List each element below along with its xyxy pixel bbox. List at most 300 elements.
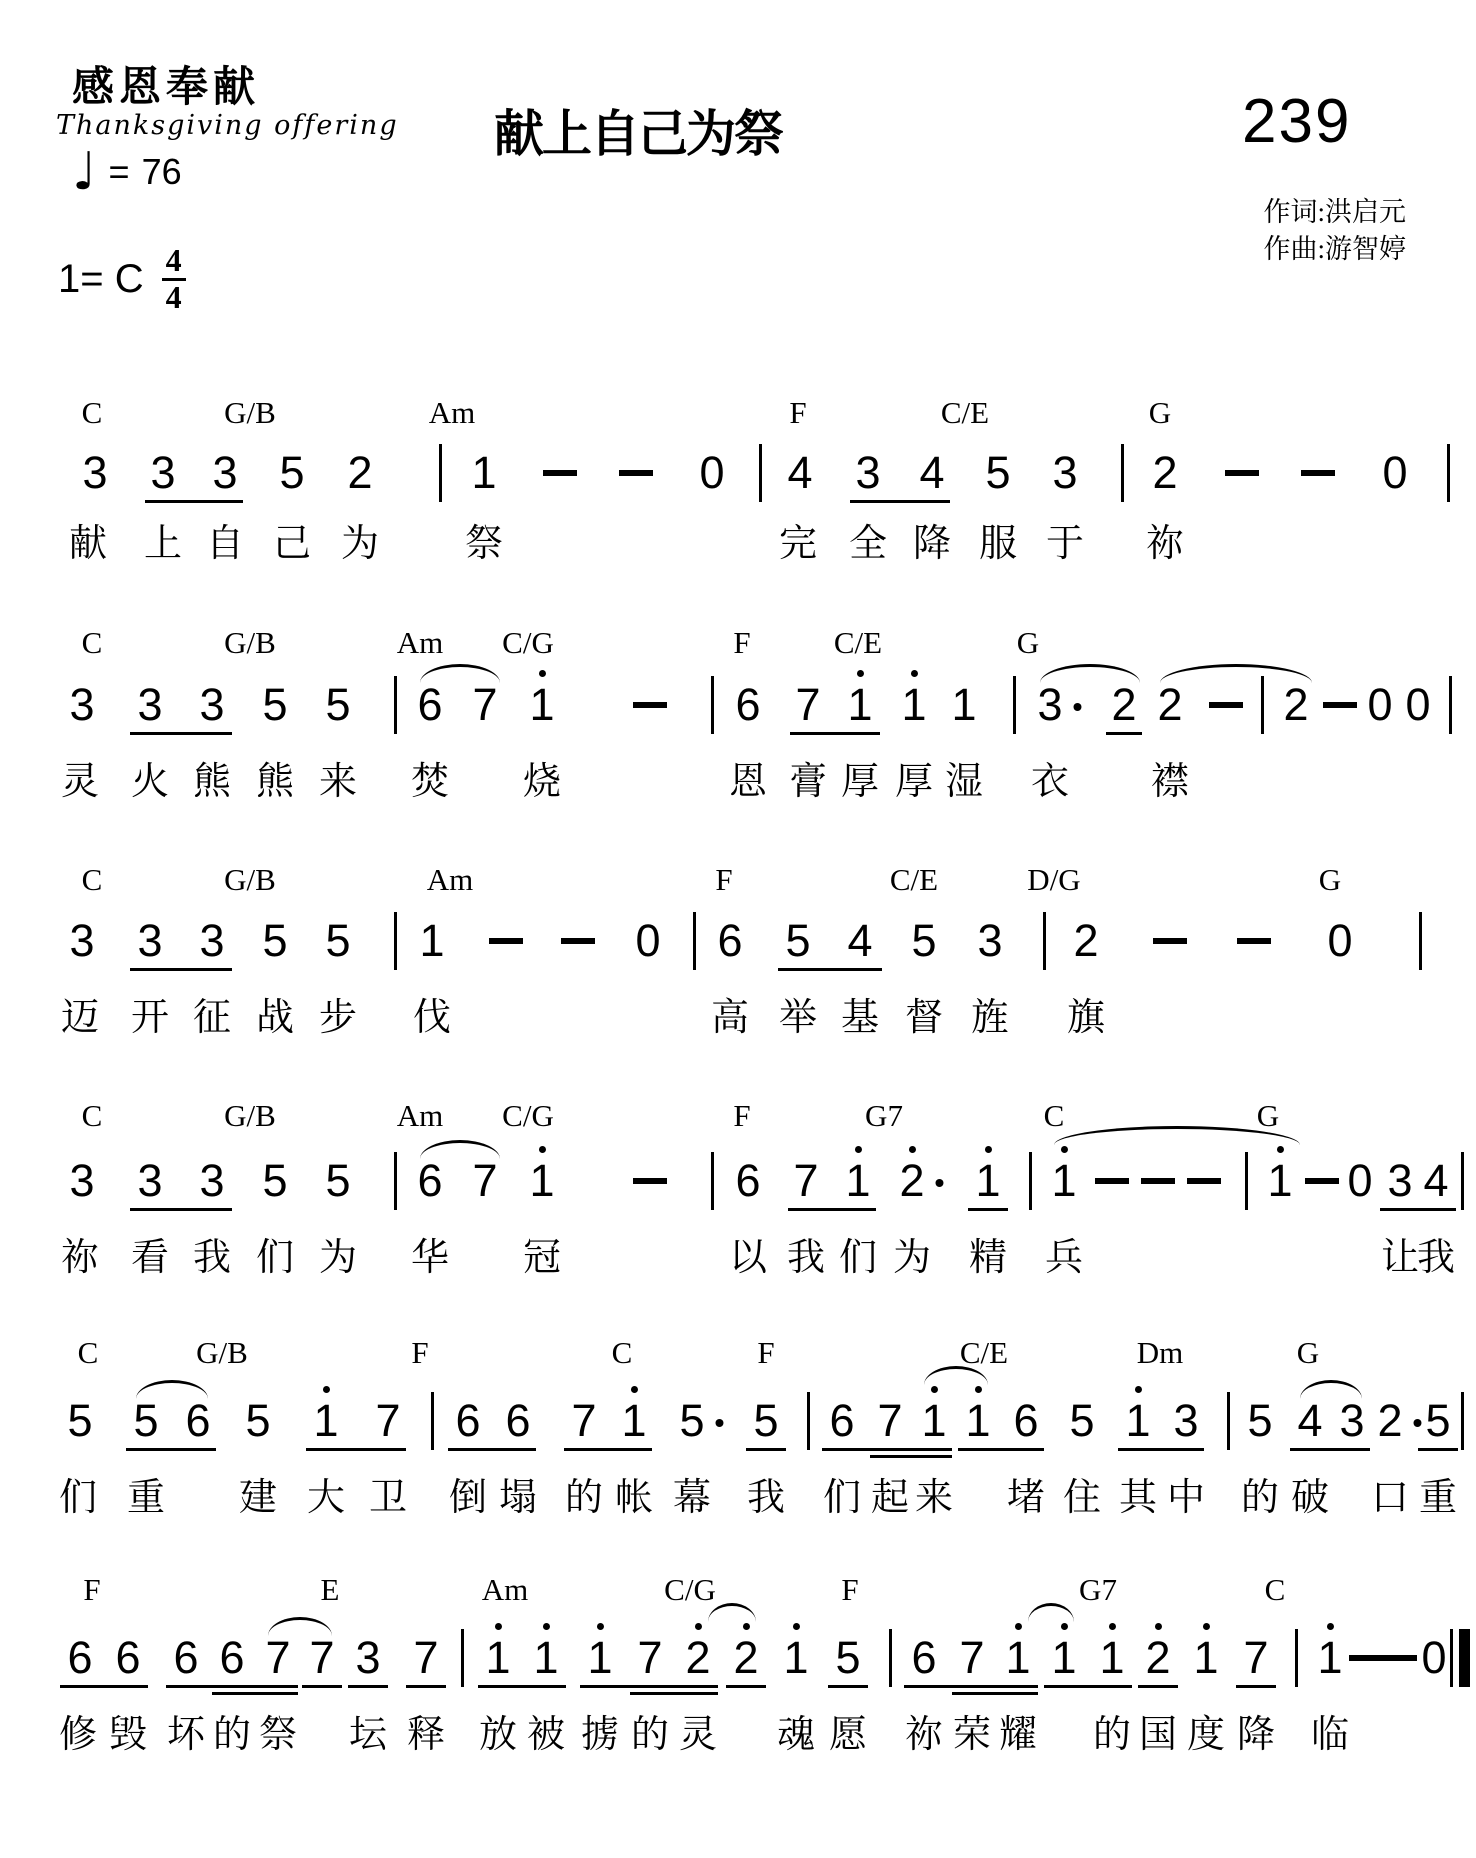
lyric-syllable: 我: [1416, 1237, 1456, 1279]
lyric-syllable: 的: [1240, 1477, 1280, 1519]
beam-underline: [1118, 1448, 1204, 1451]
octave-dot: [1155, 1623, 1162, 1630]
lyric-syllable: 愿: [828, 1714, 868, 1756]
note: 1: [901, 680, 926, 730]
note: 2: [899, 1156, 924, 1206]
chord-label: F: [733, 1098, 751, 1133]
octave-dot: [857, 670, 864, 677]
note: 7: [265, 1632, 291, 1683]
beam-underline: [746, 1448, 786, 1451]
song-title: 献上自己为祭: [494, 106, 782, 162]
note: 3: [82, 447, 108, 498]
beam-underline: [828, 1685, 868, 1688]
lyric-syllable: 襟: [1150, 761, 1190, 803]
note: 1: [1267, 1156, 1292, 1206]
note: 7: [637, 1632, 663, 1683]
lyric-syllable: 征: [192, 997, 232, 1039]
barline: [1447, 444, 1450, 502]
chord-label: G: [1296, 1335, 1320, 1370]
chord-label: Am: [428, 395, 476, 430]
lyric-syllable: 基: [840, 997, 880, 1039]
barline: [394, 912, 397, 970]
note: 3: [69, 915, 95, 966]
note: 6: [735, 679, 761, 730]
note: 5: [325, 679, 351, 730]
octave-dot: [495, 1623, 502, 1630]
note: 5: [785, 915, 811, 966]
lyric-syllable: 大: [306, 1477, 346, 1519]
note: 2: [1111, 679, 1137, 730]
chord-label: C/E: [940, 395, 990, 430]
rest-note: 0: [699, 447, 725, 498]
augmentation-dot: [716, 1419, 724, 1427]
beam-underline: [850, 500, 950, 503]
chord-label: C: [81, 395, 103, 430]
rest-note: 0: [1367, 679, 1393, 730]
chord-label: F: [411, 1335, 429, 1370]
lyric-syllable: 全: [848, 523, 888, 565]
note: 7: [793, 1155, 819, 1206]
lyric-syllable: 火: [130, 761, 170, 803]
lyric-syllable: 来: [318, 761, 358, 803]
note: 6: [185, 1395, 211, 1446]
chord-label: G: [1256, 1098, 1280, 1133]
lyric-syllable: 开: [130, 997, 170, 1039]
lyric-syllable: 灵: [60, 761, 100, 803]
slur-tie-arc: [1028, 1603, 1074, 1622]
beam-underline: [790, 732, 880, 735]
lyric-syllable: 中: [1166, 1477, 1206, 1519]
chord-label: Am: [396, 625, 444, 660]
chord-label: E: [320, 1572, 340, 1607]
lyric-syllable: 华: [410, 1237, 450, 1279]
note: 6: [829, 1395, 855, 1446]
lyric-syllable: 的: [1092, 1714, 1132, 1756]
lyric-syllable: 们: [822, 1477, 862, 1519]
beam-underline: [778, 968, 882, 971]
beam-underline: [60, 1685, 148, 1688]
duration-dash: [1187, 1178, 1221, 1184]
lyric-syllable: 倒: [448, 1477, 488, 1519]
lyric-syllable: 战: [255, 997, 295, 1039]
note: 7: [877, 1395, 903, 1446]
octave-dot: [931, 1386, 938, 1393]
octave-dot: [1061, 1623, 1068, 1630]
beam-underline: [478, 1685, 566, 1688]
note: 3: [199, 1155, 225, 1206]
lyric-syllable: 我: [192, 1237, 232, 1279]
lyric-syllable: 我: [786, 1237, 826, 1279]
lyric-syllable: 起: [870, 1477, 910, 1519]
chord-label: Am: [396, 1098, 444, 1133]
octave-dot: [597, 1623, 604, 1630]
beam-underline: [904, 1685, 1038, 1688]
duration-dash: [633, 702, 667, 708]
lyric-syllable: 我: [746, 1477, 786, 1519]
lyric-syllable: 祢: [1145, 523, 1185, 565]
barline: [693, 912, 696, 970]
duration-dash: [1225, 470, 1259, 476]
octave-dot: [1135, 1386, 1142, 1393]
note: 3: [137, 679, 163, 730]
slur-tie-arc: [136, 1380, 208, 1399]
beam-underline: [822, 1448, 952, 1451]
note: 1: [1317, 1633, 1342, 1683]
duration-dash: [1141, 1178, 1175, 1184]
tempo-value: 76: [141, 151, 182, 192]
note: 1: [975, 1156, 1000, 1206]
note: 1: [1193, 1633, 1218, 1683]
note: 6: [505, 1395, 531, 1446]
octave-dot: [695, 1623, 702, 1630]
lyric-syllable: 厚: [840, 761, 880, 803]
barline: [439, 444, 442, 502]
note: 1: [533, 1633, 558, 1683]
note: 4: [847, 915, 873, 966]
category-title: 感恩奉献: [72, 63, 261, 110]
octave-dot: [911, 670, 918, 677]
lyric-syllable: 帐: [614, 1477, 654, 1519]
tempo-equals: =: [108, 151, 130, 192]
beam-underline: [788, 1208, 876, 1211]
note: 6: [455, 1395, 481, 1446]
final-barline-thin: [1450, 1629, 1453, 1687]
beam-underline: [726, 1685, 766, 1688]
chord-label: Am: [426, 862, 474, 897]
beam-underline: [448, 1448, 536, 1451]
beam-underline: [145, 500, 243, 503]
beam-underline: [1236, 1685, 1276, 1688]
lyric-syllable: 建: [238, 1477, 278, 1519]
chord-label: F: [757, 1335, 775, 1370]
barline: [394, 1152, 397, 1210]
barline: [1419, 912, 1422, 970]
octave-dot: [543, 1623, 550, 1630]
lyric-syllable: 的: [212, 1714, 252, 1756]
note: 5: [985, 447, 1011, 498]
rest-note: 0: [1405, 679, 1431, 730]
augmentation-dot: [936, 1179, 944, 1187]
barline: [759, 444, 762, 502]
octave-dot: [743, 1623, 750, 1630]
chord-label: Dm: [1136, 1335, 1184, 1370]
lyric-syllable: 迈: [60, 997, 100, 1039]
lyric-syllable: 坏: [166, 1714, 206, 1756]
note: 6: [219, 1632, 245, 1683]
note: 1: [529, 680, 554, 730]
note: 5: [911, 915, 937, 966]
chord-label: G: [1016, 625, 1040, 660]
beam-underline: [1290, 1448, 1370, 1451]
lyric-syllable: 坛: [348, 1714, 388, 1756]
note: 7: [472, 679, 498, 730]
octave-dot: [1109, 1623, 1116, 1630]
note: 1: [621, 1396, 646, 1446]
note: 7: [1243, 1632, 1269, 1683]
lyric-syllable: 度: [1186, 1714, 1226, 1756]
lyric-syllable: 重: [126, 1477, 166, 1519]
beam-underline: [1044, 1685, 1132, 1688]
lyricist-credit: 作词:洪启元: [1263, 197, 1406, 227]
final-barline-thick: [1459, 1629, 1470, 1687]
note: 1: [951, 679, 977, 730]
chord-label: C: [1043, 1098, 1065, 1133]
note: 2: [1377, 1396, 1402, 1446]
note: 3: [137, 1155, 163, 1206]
beam-underline: [952, 1692, 1038, 1695]
note: 1: [471, 447, 497, 498]
beam-underline: [212, 1692, 298, 1695]
note: 5: [1425, 1395, 1451, 1446]
beam-underline: [1138, 1685, 1178, 1688]
song-number: 239: [1242, 87, 1352, 156]
chord-label: C: [81, 862, 103, 897]
rest-note: 0: [635, 915, 661, 966]
note: 5: [262, 915, 288, 966]
duration-dash: [489, 938, 523, 944]
duration-dash: [1153, 938, 1187, 944]
lyric-syllable: 塌: [498, 1477, 538, 1519]
barline: [394, 676, 397, 734]
lyric-syllable: 幕: [672, 1477, 712, 1519]
lyric-syllable: 毁: [108, 1714, 148, 1756]
barline: [461, 1629, 464, 1687]
key-signature: [58, 244, 186, 314]
note: 2: [1157, 679, 1183, 730]
octave-dot: [1277, 1146, 1284, 1153]
beam-underline: [126, 1448, 216, 1451]
note: 5: [67, 1395, 93, 1446]
duration-dash: [1323, 702, 1357, 708]
note: 6: [1013, 1395, 1039, 1446]
rest-note: 0: [1421, 1632, 1447, 1683]
note: 3: [355, 1632, 381, 1683]
barline: [889, 1629, 892, 1687]
beam-underline: [1380, 1208, 1456, 1211]
beam-underline: [130, 968, 232, 971]
lyric-syllable: 兵: [1044, 1237, 1084, 1279]
octave-dot: [909, 1146, 916, 1153]
slur-tie-arc: [1040, 664, 1140, 683]
duration-dash: [633, 1178, 667, 1184]
augmentation-dot: [1414, 1419, 1422, 1427]
note: 4: [919, 447, 945, 498]
chord-label: C/G: [502, 1098, 554, 1133]
chord-label: C: [1264, 1572, 1286, 1607]
barline: [1449, 676, 1452, 734]
note: 3: [212, 447, 238, 498]
lyric-syllable: 降: [912, 523, 952, 565]
note: 4: [1423, 1155, 1449, 1206]
lyric-syllable: 衣: [1030, 761, 1070, 803]
lyric-syllable: 降: [1236, 1714, 1276, 1756]
beam-underline: [968, 1208, 1008, 1211]
note: 4: [1297, 1395, 1323, 1446]
beam-underline: [958, 1448, 1044, 1451]
chord-label: G/B: [196, 1335, 248, 1370]
octave-dot: [793, 1623, 800, 1630]
barline: [431, 1392, 434, 1450]
note: 7: [571, 1395, 597, 1446]
chord-label: C: [81, 625, 103, 660]
duration-dash: [543, 470, 577, 476]
note: 5: [835, 1632, 861, 1683]
chord-label: D/G: [1027, 862, 1081, 897]
duration-dash: [1383, 1655, 1417, 1661]
lyric-syllable: 熊: [192, 761, 232, 803]
note: 1: [1051, 1156, 1076, 1206]
note: 3: [977, 915, 1003, 966]
lyric-syllable: 举: [778, 997, 818, 1039]
augmentation-dot: [1074, 703, 1082, 711]
lyric-syllable: 其: [1118, 1477, 1158, 1519]
lyric-syllable: 为: [318, 1237, 358, 1279]
slur-tie-arc: [420, 664, 500, 683]
lyric-syllable: 们: [255, 1237, 295, 1279]
note: 2: [733, 1633, 758, 1683]
chord-label: G/B: [224, 862, 276, 897]
slur-tie-arc: [1300, 1380, 1362, 1399]
note: 7: [959, 1632, 985, 1683]
octave-dot: [539, 670, 546, 677]
lyric-syllable: 放: [478, 1714, 518, 1756]
chord-label: G7: [865, 1098, 903, 1133]
chord-label: F: [83, 1572, 101, 1607]
beam-underline: [1418, 1448, 1458, 1451]
barline: [1043, 912, 1046, 970]
lyric-syllable: 为: [340, 523, 380, 565]
lyric-syllable: 祭: [258, 1714, 298, 1756]
note: 3: [1173, 1395, 1199, 1446]
chord-label: G: [1148, 395, 1172, 430]
lyric-syllable: 看: [130, 1237, 170, 1279]
note: 1: [783, 1633, 808, 1683]
beam-underline: [564, 1448, 652, 1451]
octave-dot: [1327, 1623, 1334, 1630]
lyric-syllable: 的: [564, 1477, 604, 1519]
note: 1: [419, 915, 445, 966]
lyric-syllable: 口: [1370, 1477, 1410, 1519]
note: 2: [685, 1633, 710, 1683]
rest-note: 0: [1327, 915, 1353, 966]
beam-underline: [1106, 732, 1142, 735]
chord-label: C: [611, 1335, 633, 1370]
lyric-syllable: 临: [1310, 1714, 1350, 1756]
chord-label: C/E: [833, 625, 883, 660]
note: 5: [245, 1395, 271, 1446]
note: 1: [313, 1396, 338, 1446]
barline: [807, 1392, 810, 1450]
lyric-syllable: 冠: [522, 1237, 562, 1279]
note: 5: [1069, 1395, 1095, 1446]
lyric-syllable: 破: [1290, 1477, 1330, 1519]
note: 7: [309, 1632, 335, 1683]
lyric-syllable: 重: [1418, 1477, 1458, 1519]
note: 5: [262, 679, 288, 730]
note: 5: [279, 447, 305, 498]
lyric-syllable: 献: [68, 523, 108, 565]
lyric-syllable: 被: [526, 1714, 566, 1756]
meter-denominator: 4: [165, 278, 182, 315]
note: 5: [753, 1395, 779, 1446]
chord-label: G: [1318, 862, 1342, 897]
note: 2: [1145, 1633, 1170, 1683]
note: 5: [133, 1395, 159, 1446]
barline: [1461, 1392, 1464, 1450]
lyric-syllable: 掳: [580, 1714, 620, 1756]
octave-dot: [539, 1146, 546, 1153]
note: 1: [485, 1633, 510, 1683]
note: 1: [847, 680, 872, 730]
octave-dot: [1061, 1146, 1068, 1153]
duration-dash: [561, 938, 595, 944]
key-label: 1= C: [58, 256, 144, 301]
chord-label: C: [81, 1098, 103, 1133]
lyric-syllable: 自: [205, 523, 245, 565]
octave-dot: [975, 1386, 982, 1393]
beam-underline: [348, 1685, 388, 1688]
note: 1: [1005, 1633, 1030, 1683]
lyric-syllable: 让: [1380, 1237, 1420, 1279]
note: 5: [262, 1155, 288, 1206]
note: 7: [472, 1155, 498, 1206]
lyric-syllable: 灵: [678, 1714, 718, 1756]
rest-note: 0: [1347, 1155, 1373, 1206]
barline: [1245, 1152, 1248, 1210]
slur-tie-arc: [420, 1140, 500, 1159]
note: 3: [855, 447, 881, 498]
note: 1: [965, 1396, 990, 1446]
note: 2: [1283, 679, 1309, 730]
lyric-syllable: 步: [318, 997, 358, 1039]
quarter-note-icon: ♩: [72, 142, 97, 202]
lyric-syllable: 服: [978, 523, 1018, 565]
beam-underline: [630, 1692, 718, 1695]
lyric-syllable: 魂: [776, 1714, 816, 1756]
chord-label: F: [841, 1572, 859, 1607]
beam-underline: [406, 1685, 446, 1688]
lyric-syllable: 上: [143, 523, 183, 565]
beam-underline: [306, 1448, 406, 1451]
lyric-syllable: 的: [630, 1714, 670, 1756]
chord-label: G/B: [224, 395, 276, 430]
duration-dash: [1305, 1178, 1339, 1184]
barline: [1227, 1392, 1230, 1450]
chord-label: C/G: [502, 625, 554, 660]
beam-underline: [870, 1455, 952, 1458]
lyric-syllable: 祢: [60, 1237, 100, 1279]
note: 1: [921, 1396, 946, 1446]
lyric-syllable: 们: [838, 1237, 878, 1279]
lyric-syllable: 厚: [894, 761, 934, 803]
lyric-syllable: 膏: [788, 761, 828, 803]
duration-dash: [1095, 1178, 1129, 1184]
lyric-syllable: 们: [58, 1477, 98, 1519]
lyric-syllable: 旌: [970, 997, 1010, 1039]
note: 5: [325, 915, 351, 966]
chord-label: G/B: [224, 625, 276, 660]
lyric-syllable: 督: [904, 997, 944, 1039]
lyric-syllable: 恩: [728, 761, 768, 803]
note: 5: [679, 1396, 704, 1446]
beam-underline: [166, 1685, 298, 1688]
note: 5: [1247, 1395, 1273, 1446]
barline: [1013, 676, 1016, 734]
note: 3: [1052, 447, 1078, 498]
octave-dot: [1015, 1623, 1022, 1630]
duration-dash: [1237, 938, 1271, 944]
beam-underline: [302, 1685, 342, 1688]
